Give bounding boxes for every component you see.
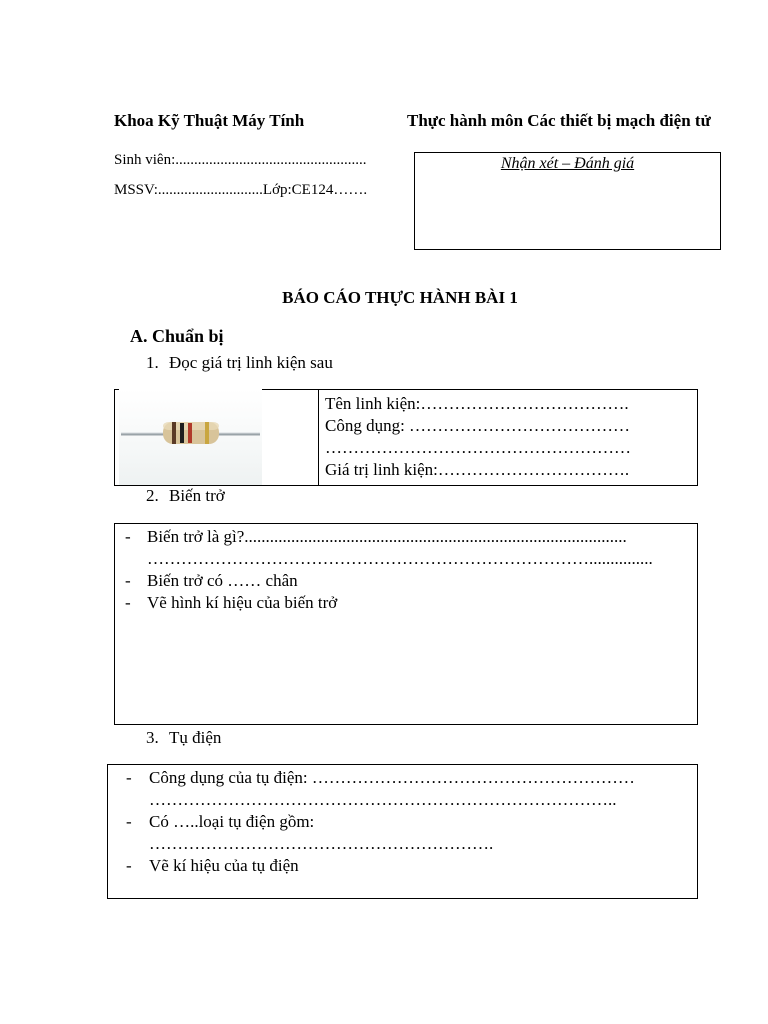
- potentiometer-question-1-cont: ……………………………………………………………………...............: [147, 549, 653, 568]
- item3-title: Tụ điện: [169, 728, 222, 747]
- potentiometer-box: [114, 523, 698, 725]
- list-dash: -: [126, 856, 132, 875]
- component-usage-field: Công dụng: …………………………………: [325, 416, 631, 435]
- list-dash: -: [126, 812, 132, 831]
- capacitor-question-3: Vẽ kí hiệu của tụ điện: [149, 856, 299, 875]
- item1-number: 1.: [146, 353, 159, 372]
- potentiometer-question-3: Vẽ hình kí hiệu của biến trở: [147, 593, 338, 612]
- list-dash: -: [126, 768, 132, 787]
- list-dash: -: [125, 527, 131, 546]
- potentiometer-question-1: Biến trở là gì?..........................................................................................: [147, 527, 627, 546]
- component-table: [114, 389, 698, 486]
- capacitor-question-2-cont: …………………………………………………….: [149, 834, 494, 853]
- report-title: BÁO CÁO THỰC HÀNH BÀI 1: [282, 288, 518, 307]
- evaluation-title: Nhận xét – Đánh giá: [500, 155, 635, 172]
- capacitor-question-2: Có …..loại tụ điện gồm:: [149, 812, 315, 831]
- list-dash: -: [125, 593, 131, 612]
- student-name-line: Sinh viên:...................................................: [114, 152, 367, 168]
- student-id-line: MSSV:............................Lớp:CE124…….: [114, 182, 368, 198]
- section-a-heading: A. Chuẩn bị: [130, 326, 224, 346]
- item3-number: 3.: [146, 728, 159, 747]
- resistor-icon: [119, 389, 262, 485]
- component-name-field: Tên linh kiện:……………………………….: [325, 394, 629, 413]
- table-divider: [318, 390, 319, 485]
- item1-title: Đọc giá trị linh kiện sau: [169, 353, 333, 372]
- resistor-photo: [119, 389, 262, 485]
- capacitor-box: [107, 764, 698, 899]
- capacitor-question-1: Công dụng của tụ điện: …………………………………………………: [149, 768, 635, 787]
- potentiometer-question-2: Biến trở có …… chân: [147, 571, 298, 590]
- course-name: Thực hành môn Các thiết bị mạch điện tử: [407, 111, 711, 130]
- component-value-field: Giá trị linh kiện:…………………………….: [325, 460, 630, 479]
- component-usage-cont: ………………………………………………: [325, 438, 631, 457]
- item2-title: Biến trở: [169, 486, 225, 505]
- department-name: Khoa Kỹ Thuật Máy Tính: [114, 111, 305, 130]
- evaluation-box: [414, 152, 721, 250]
- capacitor-question-1-cont: ………………………………………………………………………..: [149, 790, 617, 809]
- list-dash: -: [125, 571, 131, 590]
- item2-number: 2.: [146, 486, 159, 505]
